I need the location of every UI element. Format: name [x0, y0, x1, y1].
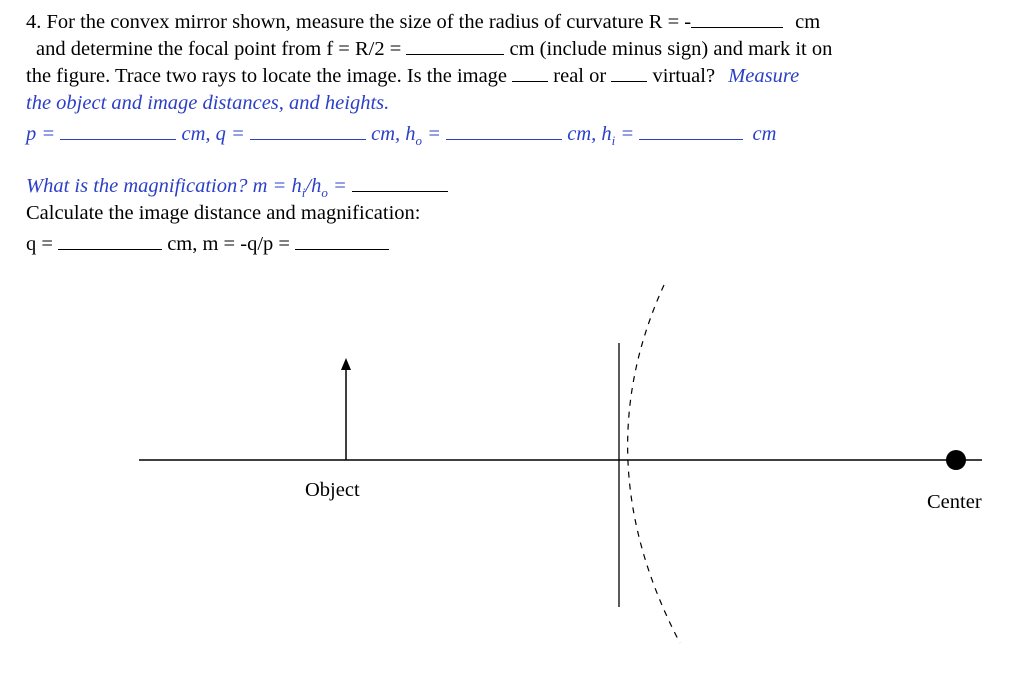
problem-line-3-text: the figure. Trace two rays to locate the image. Is the image [26, 65, 508, 87]
ho-unit-hi: cm, $h_i$ = [567, 123, 635, 149]
problem-line-1-text: 4. For the convex mirror shown, measure the size of the radius of curvature R = - [26, 11, 692, 33]
virtual-text: virtual? [652, 65, 716, 87]
problem-line-2-text: and determine the focal point from f = R/2 = [36, 38, 402, 60]
q-unit-ho: cm, $h_o$ = [371, 123, 441, 149]
radius-unit: cm [795, 11, 821, 33]
p-label: p = [26, 123, 56, 145]
q-calc-unit: cm, m = -q/p = [167, 233, 290, 255]
p-unit: cm, q = [181, 123, 245, 145]
real-or-text: real or [553, 65, 607, 87]
q-label: q = [26, 233, 53, 255]
center-label: Center [927, 491, 982, 513]
problem-line-4: the object and image distances, and heights. [26, 92, 390, 114]
calculate-heading: Calculate the image distance and magnification: [26, 202, 421, 224]
measure-text: Measure [728, 65, 800, 87]
hi-unit: cm [752, 123, 777, 145]
convex-mirror-arc [628, 285, 680, 643]
magnification-question: What is the magnification? $m = h_i/h_o$ = [26, 175, 347, 201]
center-point [946, 450, 966, 470]
problem-line-2-tail: cm (include minus sign) and mark it on [509, 38, 833, 60]
object-arrow-head [341, 358, 351, 370]
object-label: Object [305, 479, 360, 501]
